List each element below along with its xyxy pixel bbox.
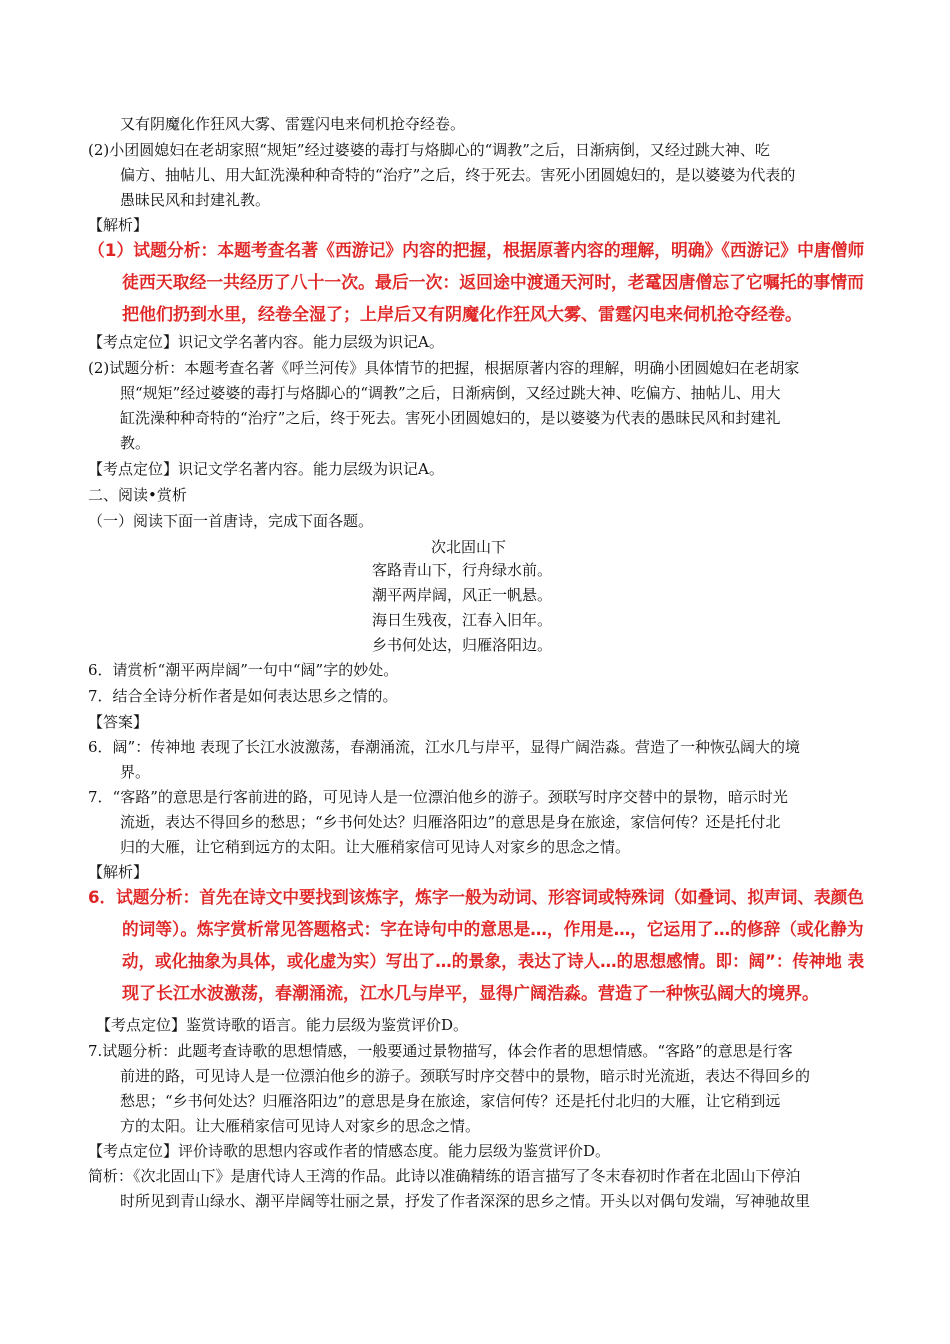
- highlighted-analysis-line: 现了长江水波激荡，春潮涌流，江水几与岸平，显得广阔浩淼。营造了一种恢弘阔大的境界。: [122, 984, 819, 1004]
- text-line: 愁思；“乡书何处达？归雁洛阳边”的意思是身在旅途，家信何传？还是托付北归的大雁，让它稍到远: [120, 1092, 781, 1110]
- highlighted-analysis-line: （1）试题分析：本题考查名著《西游记》内容的把握，根据原著内容的理解，明确》《西游记》中唐僧师: [88, 241, 865, 261]
- highlighted-analysis-line: 的词等）。炼字赏析常见答题格式：字在诗句中的意思是…，作用是…，它运用了…的修辞（或化静为: [122, 920, 864, 940]
- poem-line: 海日生残夜，江春入旧年。: [372, 611, 553, 629]
- text-line: 缸洗澡种种奇特的“治疗”之后，终于死去。害死小团圆媳妇的，是以婆婆为代表的愚昧民风和封建礼: [120, 409, 781, 427]
- text-line: (2)试题分析：本题考查名著《呼兰河传》具体情节的把握，根据原著内容的理解，明确小团圆媳妇在老胡家: [88, 359, 800, 377]
- text-line: 偏方、抽帖儿、用大缸洗澡种种奇特的“治疗”之后，终于死去。害死小团圆媳妇的，是以婆婆为代表的: [120, 166, 796, 184]
- text-line: 【考点定位】识记文学名著内容。能力层级为识记A。: [88, 460, 444, 478]
- text-line: 【考点定位】鉴赏诗歌的语言。能力层级为鉴赏评价D。: [96, 1016, 469, 1034]
- poem-line: 乡书何处达，归雁洛阳边。: [372, 636, 553, 654]
- text-line: 方的太阳。让大雁稍家信可见诗人对家乡的思念之情。: [120, 1117, 481, 1135]
- text-line: 界。: [120, 763, 151, 781]
- text-line: （一）阅读下面一首唐诗，完成下面各题。: [88, 512, 374, 530]
- text-line: 流逝，表达不得回乡的愁思；“乡书何处达？归雁洛阳边”的意思是身在旅途，家信何传？还是托付北: [120, 813, 781, 831]
- text-line: 又有阴魔化作狂风大雾、雷霆闪电来伺机抢夺经卷。: [120, 115, 466, 133]
- poem-line: 客路青山下，行舟绿水前。: [372, 561, 553, 579]
- text-line: 愚昧民风和封建礼教。: [120, 191, 271, 209]
- text-line: 6．阔”：传神地 表现了长江水波激荡，春潮涌流，江水几与岸平，显得广阔浩淼。营造了一种恢弘阔大的境: [88, 738, 800, 756]
- section-heading: 【解析】: [88, 863, 149, 881]
- question-line: 7．结合全诗分析作者是如何表达思乡之情的。: [88, 687, 398, 705]
- text-line: 前进的路，可见诗人是一位漂泊他乡的游子。颈联写时序交替中的景物，暗示时光流逝，表达不得回乡的: [120, 1067, 811, 1085]
- highlighted-analysis-line: 6．试题分析：首先在诗文中要找到该炼字，炼字一般为动词、形容词或特殊词（如叠词、拟声词、表颜色: [88, 888, 864, 908]
- text-line: 简析：《次北固山下》是唐代诗人王湾的作品。此诗以准确精练的语言描写了冬末春初时作者在北固山下停泊: [88, 1167, 801, 1185]
- text-line: 教。: [120, 434, 151, 452]
- highlighted-analysis-line: 动，或化抽象为具体，或化虚为实）写出了…的景象，表达了诗人…的思想感情。即：阔”：传神地 表: [122, 952, 865, 972]
- section-heading: 二、阅读•赏析: [88, 486, 187, 504]
- text-line: 7．“客路”的意思是行客前进的路，可见诗人是一位漂泊他乡的游子。颈联写时序交替中的景物，暗示时光: [88, 788, 788, 806]
- highlighted-analysis-line: 徒西天取经一共经历了八十一次。最后一次：返回途中渡通天河时，老鼋因唐僧忘了它嘱托的事情而: [122, 273, 865, 293]
- text-line: 时所见到青山绿水、潮平岸阔等壮丽之景，抒发了作者深深的思乡之情。开头以对偶句发端，写神驰故里: [120, 1192, 811, 1210]
- section-heading: 【解析】: [88, 216, 149, 234]
- question-line: 6．请赏析“潮平两岸阔”一句中“阔”字的妙处。: [88, 661, 399, 679]
- highlighted-analysis-line: 把他们扔到水里，经卷全湿了；上岸后又有阴魔化作狂风大雾、雷霆闪电来伺机抢夺经卷。: [122, 305, 802, 325]
- poem-line: 潮平两岸阔，风正一帆悬。: [372, 586, 553, 604]
- text-line: (2)小团圆媳妇在老胡家照“规矩”经过婆婆的毒打与烙脚心的“调教”之后，日渐病倒，又经过跳大神、吃: [88, 141, 770, 159]
- text-line: 【考点定位】识记文学名著内容。能力层级为识记A。: [88, 333, 444, 351]
- text-line: 7.试题分析：此题考查诗歌的思想情感，一般要通过景物描写，体会作者的思想情感。“客路”的意思是行客: [88, 1042, 793, 1060]
- text-line: 归的大雁，让它稍到远方的太阳。让大雁稍家信可见诗人对家乡的思念之情。: [120, 838, 631, 856]
- text-line: 照“规矩”经过婆婆的毒打与烙脚心的“调教”之后，日渐病倒，又经过跳大神、吃偏方、抽帖儿、用大: [120, 384, 781, 402]
- text-line: 【考点定位】评价诗歌的思想内容或作者的情感态度。能力层级为鉴赏评价D。: [88, 1142, 611, 1160]
- section-heading: 【答案】: [88, 713, 149, 731]
- poem-title: 次北固山下: [431, 538, 507, 556]
